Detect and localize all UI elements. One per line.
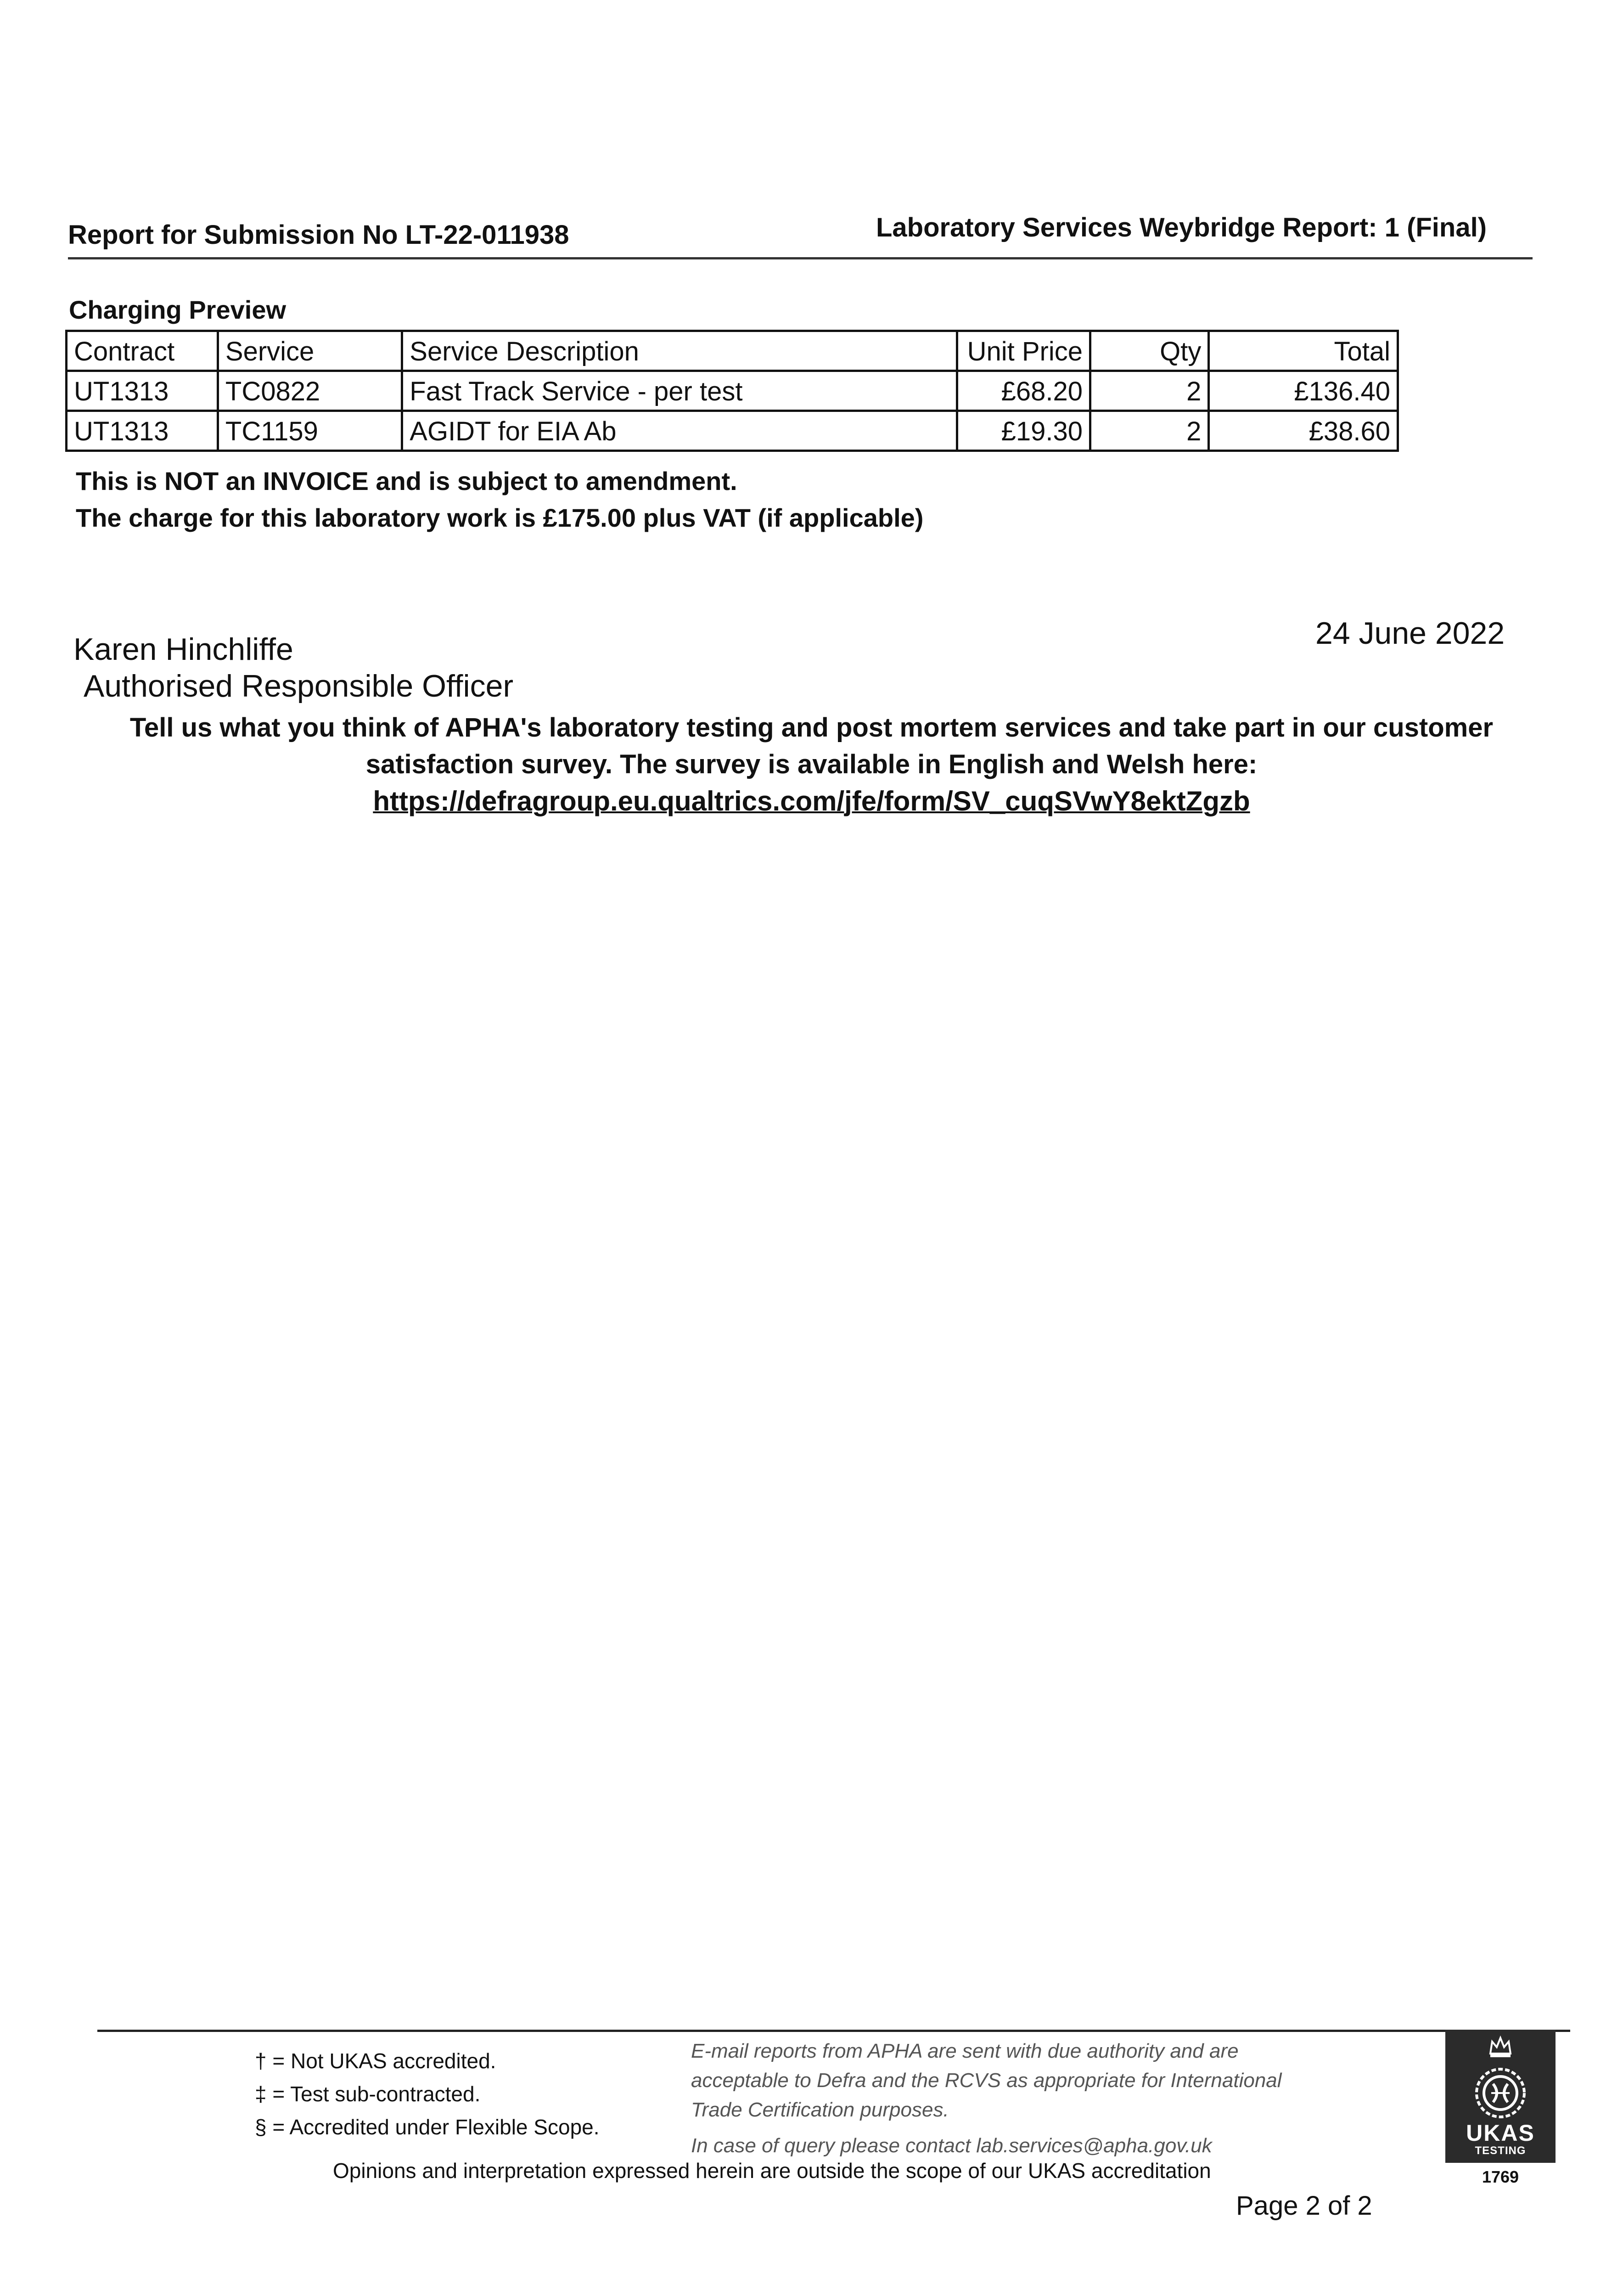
ukas-disclaimer: Opinions and interpretation expressed herein are outside the scope of our UKAS accreditation: [333, 2159, 1211, 2183]
legend-item: † = Not UKAS accredited.: [255, 2049, 496, 2073]
cell-contract: UT1313: [67, 371, 218, 411]
accreditation-legend: [255, 2044, 600, 2144]
ukas-accreditation-number: 1769: [1482, 2167, 1519, 2186]
cell-qty: 2: [1090, 371, 1208, 411]
legend-item: ‡ = Test sub-contracted.: [255, 2082, 481, 2106]
column-header-unit-price: Unit Price: [957, 331, 1090, 371]
cell-unit-price: £19.30: [957, 411, 1090, 451]
cell-unit-price: £68.20: [957, 371, 1090, 411]
cell-description: AGIDT for EIA Ab: [402, 411, 957, 451]
table-row: [67, 411, 1398, 451]
email-note-line: E-mail reports from APHA are sent with due authority and are: [691, 2040, 1239, 2062]
report-date: 24 June 2022: [1315, 616, 1505, 651]
survey-link[interactable]: https://defragroup.eu.qualtrics.com/jfe/form/SV_cuqSVwY8ektZgzb: [373, 786, 1250, 816]
column-header-contract: Contract: [67, 331, 218, 371]
survey-text-line: satisfaction survey. The survey is available in English and Welsh here:: [365, 749, 1258, 779]
crown-icon: [1488, 2033, 1513, 2059]
column-header-qty: Qty: [1090, 331, 1208, 371]
cell-service: TC1159: [218, 411, 402, 451]
cell-service: TC0822: [218, 371, 402, 411]
email-note-line: Trade Certification purposes.: [691, 2099, 949, 2121]
cell-contract: UT1313: [67, 411, 218, 451]
column-header-description: Service Description: [402, 331, 957, 371]
email-authority-note: [691, 2037, 1282, 2161]
table-header-row: [67, 331, 1398, 371]
report-label: Laboratory Services Weybridge Report: 1 (Final): [876, 213, 1487, 242]
survey-text-line: Tell us what you think of APHA's laboratory testing and post mortem services and take part in our customer: [129, 713, 1494, 743]
contact-note: In case of query please contact lab.services@apha.gov.uk: [691, 2134, 1212, 2157]
legend-item: § = Accredited under Flexible Scope.: [255, 2115, 600, 2139]
column-header-total: Total: [1209, 331, 1398, 371]
header-divider: [68, 257, 1533, 259]
signatory-role: Authorised Responsible Officer: [84, 669, 514, 703]
ukas-testing-label: TESTING: [1475, 2144, 1526, 2157]
ukas-logo: [1445, 2030, 1556, 2163]
survey-link-row: [69, 785, 1554, 817]
ukas-emblem-icon: [1473, 2065, 1528, 2121]
cell-description: Fast Track Service - per test: [402, 371, 957, 411]
cell-total: £136.40: [1209, 371, 1398, 411]
charge-total-notice: The charge for this laboratory work is £175.00 plus VAT (if applicable): [76, 503, 924, 532]
column-header-service: Service: [218, 331, 402, 371]
submission-number: Report for Submission No LT-22-011938: [68, 220, 569, 250]
signatory-name: Karen Hinchliffe: [73, 632, 293, 667]
charging-table: [65, 330, 1399, 452]
charging-preview-title: Charging Preview: [69, 295, 286, 324]
cell-total: £38.60: [1209, 411, 1398, 451]
cell-qty: 2: [1090, 411, 1208, 451]
survey-invitation: [69, 709, 1554, 783]
ukas-wordmark: UKAS: [1466, 2120, 1535, 2146]
email-note-line: acceptable to Defra and the RCVS as appropriate for International: [691, 2069, 1282, 2092]
footer-divider: [97, 2030, 1570, 2032]
not-invoice-notice: This is NOT an INVOICE and is subject to amendment.: [76, 467, 737, 495]
page-number: Page 2 of 2: [1236, 2191, 1372, 2221]
table-row: [67, 371, 1398, 411]
